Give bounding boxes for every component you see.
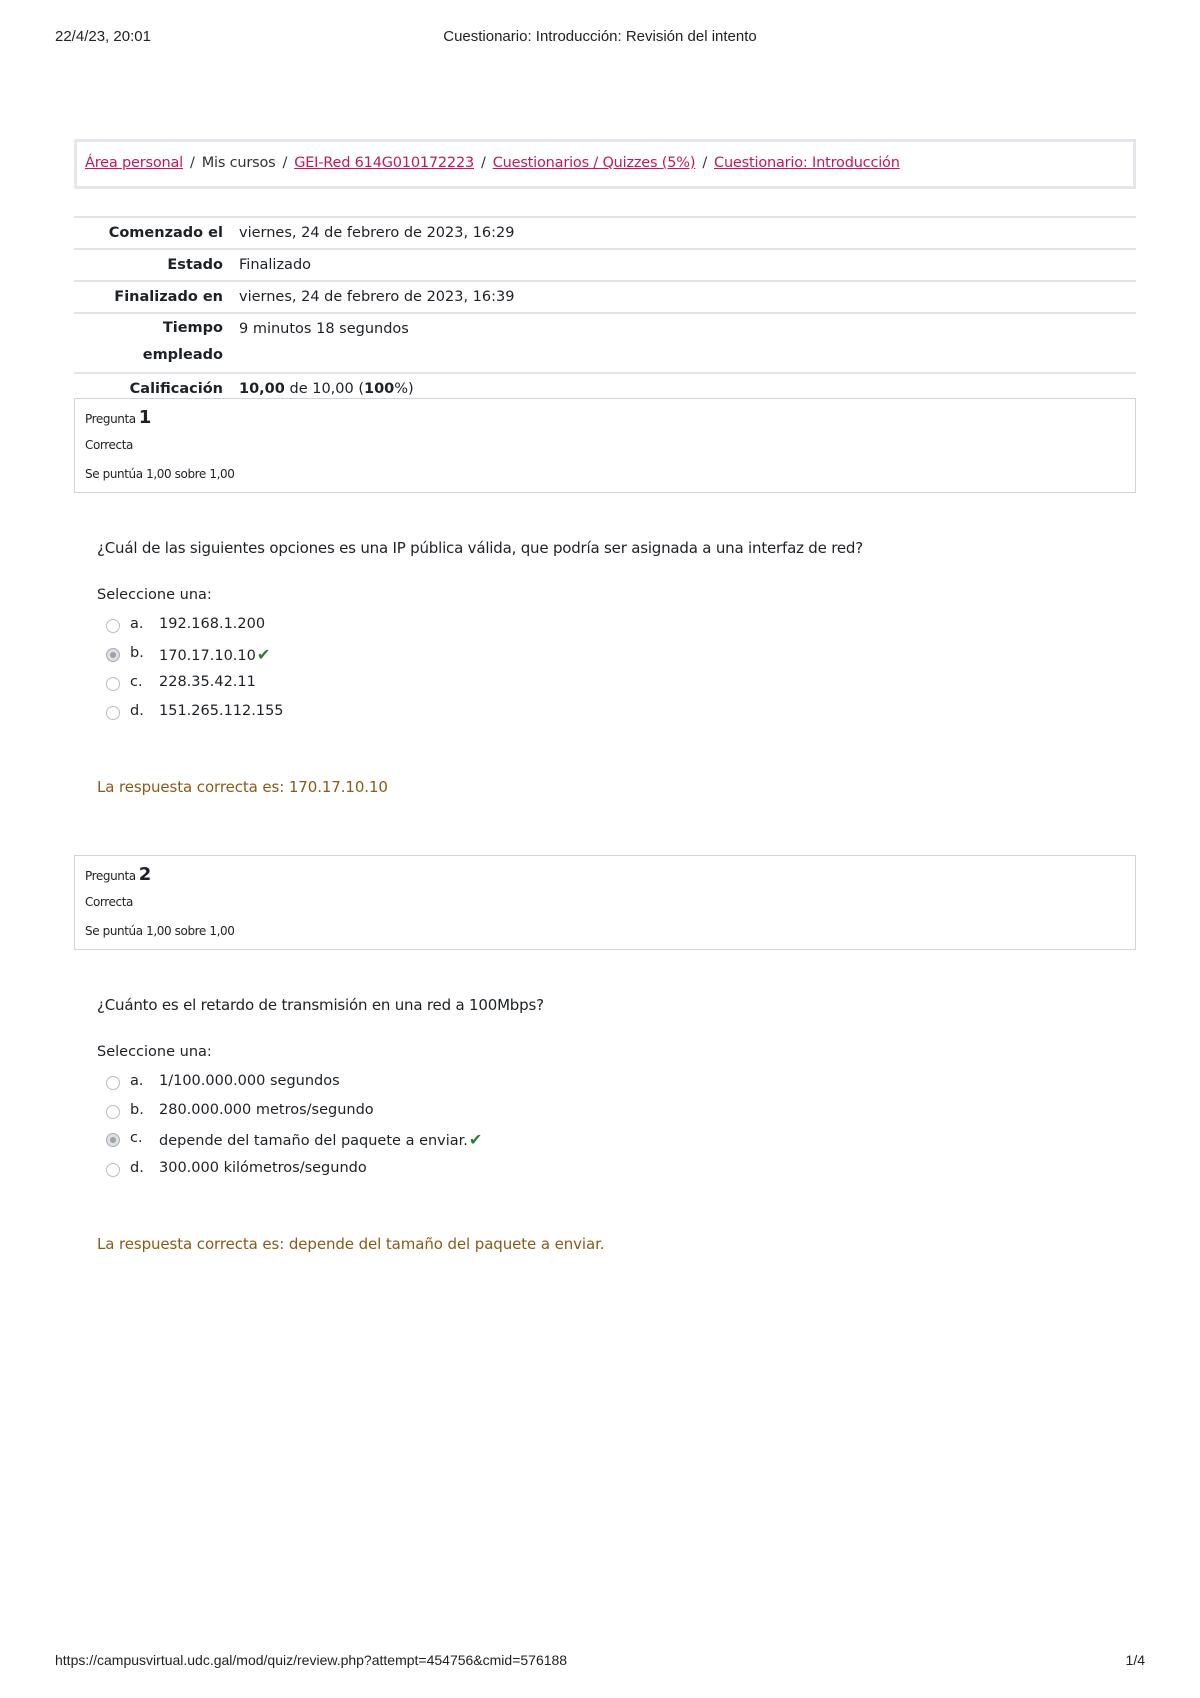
answer-text: 1/100.000.000 segundos [159,1073,340,1089]
answer-letter: c. [130,674,143,690]
answer-text [159,645,270,664]
correct-check-icon: ✔ [468,1130,483,1149]
answer-letter: d. [130,1160,144,1176]
print-footer [55,1652,1145,1672]
radio-button[interactable] [106,677,120,691]
answer-option[interactable] [105,616,705,638]
started-value: viernes, 24 de febrero de 2023, 16:29 [239,225,515,241]
grade-percent-sign: %) [394,381,414,397]
radio-button[interactable] [106,706,120,720]
answer-text-value: depende del tamaño del paquete a enviar. [159,1133,468,1149]
answer-option[interactable] [105,703,705,725]
answer-letter: b. [130,645,144,661]
answer-text: 151.265.112.155 [159,703,284,719]
radio-button[interactable] [106,619,120,633]
grade-percent: 100 [364,381,395,397]
summary-row-state [74,249,1136,281]
time-label-line-2: empleado [142,347,223,363]
time-label-line-1: Tiempo [162,320,223,336]
grade-of: de 10,00 ( [289,381,364,397]
question-grade: Se puntúa 1,00 sobre 1,00 [85,467,235,481]
summary-row-time [74,313,1136,373]
question-grade: Se puntúa 1,00 sobre 1,00 [85,924,235,938]
breadcrumb-separator: / [282,155,288,171]
answer-letter: c. [130,1130,143,1146]
answer-letter: d. [130,703,144,719]
right-answer-feedback: La respuesta correcta es: depende del tamaño del paquete a enviar. [97,1235,605,1253]
question-number-value: 1 [138,407,151,428]
breadcrumb [85,155,900,171]
question-state: Correcta [85,438,133,452]
answer-option-selected[interactable] [105,1130,705,1152]
question-info-box [74,855,1136,950]
answer-option[interactable] [105,1102,705,1124]
question-text: ¿Cuál de las siguientes opciones es una IP pública válida, que podría ser asignada a una interfaz de red? [97,539,863,557]
print-date: 22/4/23, 20:01 [55,28,151,45]
question-number [85,864,151,885]
right-answer-feedback: La respuesta correcta es: 170.17.10.10 [97,778,388,796]
question-number-value: 2 [138,864,151,885]
answer-option[interactable] [105,1073,705,1095]
print-url: https://campusvirtual.udc.gal/mod/quiz/review.php?attempt=454756&cmid=576188 [55,1652,568,1668]
answer-text: 280.000.000 metros/segundo [159,1102,374,1118]
answer-option[interactable] [105,1160,705,1182]
question-label: Pregunta [85,869,136,883]
breadcrumb-mis-cursos: Mis cursos [201,155,276,171]
answer-text [159,1130,482,1149]
question-label: Pregunta [85,412,136,426]
answer-letter: a. [130,616,144,632]
question-info-box [74,398,1136,493]
answer-prompt: Seleccione una: [97,1044,212,1060]
breadcrumb-quiz[interactable]: Cuestionario: Introducción [714,155,900,171]
answer-option[interactable] [105,674,705,696]
correct-check-icon: ✔ [256,645,271,664]
time-value: 9 minutos 18 segundos [239,321,409,337]
started-label: Comenzado el [108,225,223,241]
breadcrumb-course[interactable]: GEI-Red 614G010172223 [294,155,474,171]
attempt-summary-table [74,216,1136,404]
breadcrumb-separator: / [190,155,195,171]
answer-text: 228.35.42.11 [159,674,256,690]
radio-button-checked[interactable] [106,648,120,662]
answer-letter: b. [130,1102,144,1118]
answer-option-selected[interactable] [105,645,705,667]
question-number [85,407,151,428]
finished-label: Finalizado en [114,289,223,305]
time-label [74,313,231,373]
breadcrumb-quizzes[interactable]: Cuestionarios / Quizzes (5%) [492,155,696,171]
answer-text-value: 170.17.10.10 [159,648,256,664]
radio-button[interactable] [106,1163,120,1177]
summary-row-started [74,217,1136,249]
breadcrumb-separator: / [481,155,486,171]
print-header [55,28,1145,48]
radio-button-checked[interactable] [106,1133,120,1147]
answer-text: 192.168.1.200 [159,616,266,632]
question-text: ¿Cuánto es el retardo de transmisión en una red a 100Mbps? [97,996,544,1014]
finished-value: viernes, 24 de febrero de 2023, 16:39 [239,289,515,305]
radio-button[interactable] [106,1105,120,1119]
answer-letter: a. [130,1073,144,1089]
breadcrumb-separator: / [702,155,708,171]
grade-score: 10,00 [239,381,285,397]
breadcrumb-area-personal[interactable]: Área personal [85,155,183,171]
answer-prompt: Seleccione una: [97,587,212,603]
state-value: Finalizado [239,257,312,273]
state-label: Estado [167,257,223,273]
question-state: Correcta [85,895,133,909]
page-number: 1/4 [1125,1652,1145,1668]
answer-text: 300.000 kilómetros/segundo [159,1160,367,1176]
radio-button[interactable] [106,1076,120,1090]
print-title: Cuestionario: Introducción: Revisión del intento [443,28,757,45]
grade-label: Calificación [129,381,223,397]
breadcrumb-bar [74,139,1136,189]
summary-row-finished [74,281,1136,313]
